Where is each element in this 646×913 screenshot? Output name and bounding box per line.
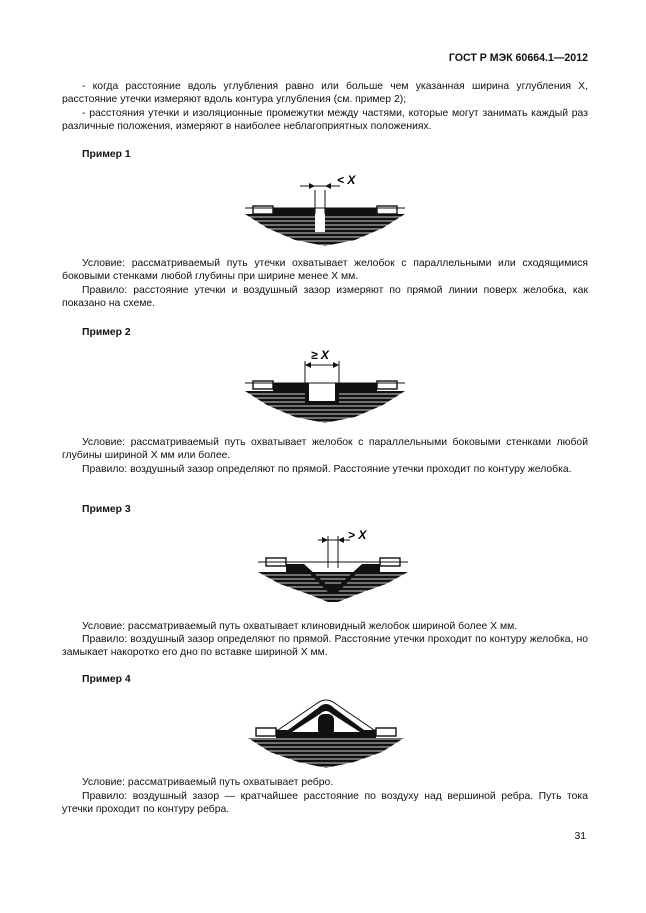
example-3-figure xyxy=(258,528,408,608)
example-3-condition: Условие: рассматриваемый путь охватывает клиновидный желобок шириной более X мм. xyxy=(82,621,518,632)
example-2-title: Пример 2 xyxy=(82,327,131,338)
example-1-dimension-label: < X xyxy=(337,173,356,187)
example-2-figure xyxy=(245,347,405,425)
example-3-dimension-label: > X xyxy=(348,528,367,542)
example-4-rule: Правило: воздушный зазор — кратчайшее расстояние по воздуху над вершиной ребра. Путь тока утечки проходит по контуру ребра. xyxy=(62,791,588,816)
page-number: 31 xyxy=(574,830,586,842)
document-header: ГОСТ Р МЭК 60664.1—2012 xyxy=(448,52,588,64)
example-3-rule: Правило: воздушный зазор определяют по прямой. Расстояние утечки проходит по контуру желобка, но замыкает накоротко его дно по вставке шириной X мм. xyxy=(62,634,588,659)
intro-paragraph-1: - когда расстояние вдоль углубления равно или больше чем указанная ширина углубления X, расстояние утечки измеряют вдоль контура углубления (см. пример 2); xyxy=(62,81,588,106)
example-2-rule: Правило: воздушный зазор определяют по прямой. Расстояние утечки проходит по контуру желобка. xyxy=(82,464,572,475)
example-2-condition: Условие: рассматриваемый путь охватывает желобок с параллельными боковыми стенками любой глубины шириной X мм или более. xyxy=(62,437,588,462)
example-1-title: Пример 1 xyxy=(82,149,131,160)
example-1-figure xyxy=(245,170,405,248)
example-4-title: Пример 4 xyxy=(82,674,131,685)
example-1-rule: Правило: расстояние утечки и воздушный зазор измеряют по прямой линии поверх желобка, как показано на схеме. xyxy=(62,285,588,310)
example-4-figure xyxy=(248,696,404,774)
intro-paragraph-2: - расстояния утечки и изоляционные промежутки между частями, которые могут занимать каждый раз различные положения, измеряют в наиболее неблагоприятных положениях. xyxy=(62,108,588,133)
example-2-dimension-label: ≥ X xyxy=(311,348,329,362)
example-3-title: Пример 3 xyxy=(82,504,131,515)
example-4-condition: Условие: рассматриваемый путь охватывает ребро. xyxy=(82,777,334,788)
example-1-condition: Условие: рассматриваемый путь утечки охватывает желобок с параллельными или сходящимися боковыми стенками любой глубины при ширине менее X мм. xyxy=(62,258,588,283)
